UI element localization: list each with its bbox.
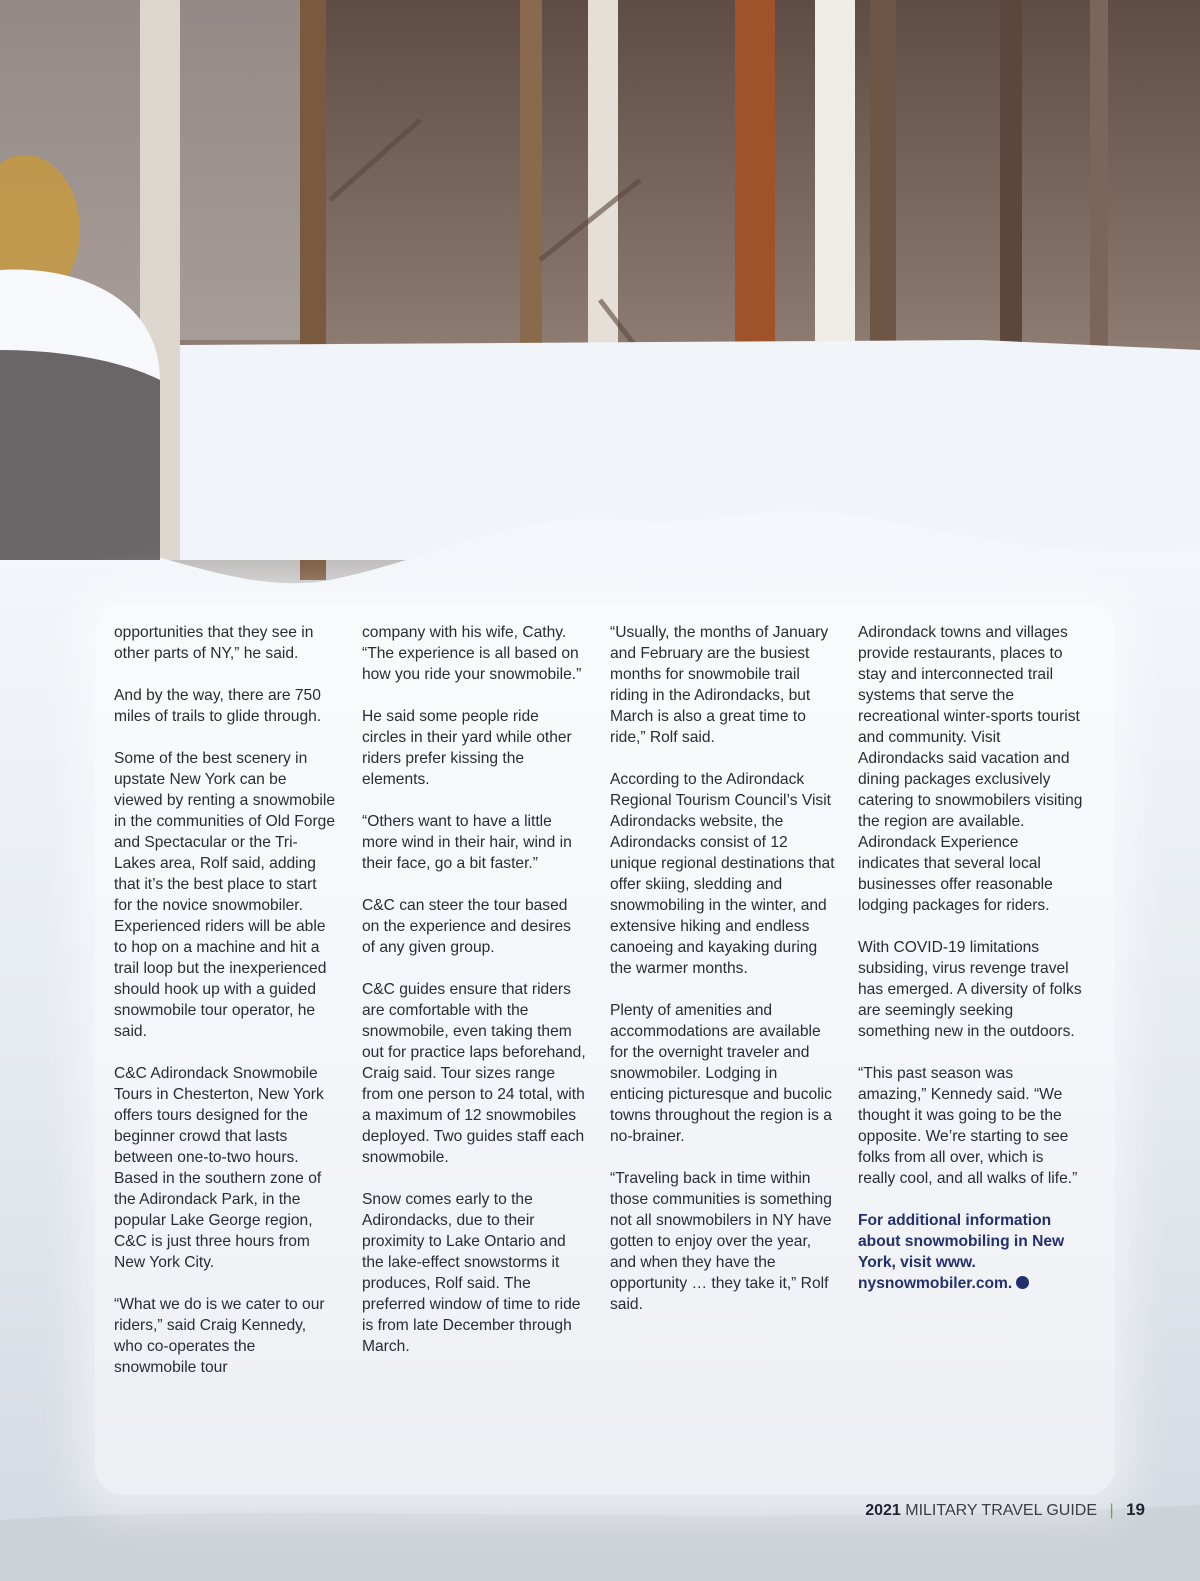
- footer-year: 2021: [865, 1502, 901, 1519]
- footer-publication: MILITARY TRAVEL GUIDE: [905, 1502, 1098, 1519]
- paragraph: Adirondack towns and villages provide restaurants, places to stay and interconnected trail systems that serve the recreational winter-sports tourist and community. Visit Adirondacks said vacation and dining packages exclusively catering to snowmobilers visiting the region are available. Adirondack Experience indicates that several local businesses offer reasonable lodging packages for riders.: [858, 624, 1083, 914]
- paragraph: “This past season was amazing,” Kennedy said. “We thought it was going to be the opposite. We’re starting to see folks from all over, which is really cool, and all walks of life.”: [858, 1065, 1078, 1187]
- end-mark-icon: [1016, 1276, 1029, 1289]
- paragraph: He said some people ride circles in their yard while other riders prefer kissing the elements.: [362, 708, 572, 788]
- article-column-4: [858, 622, 1083, 1315]
- article-body: [114, 622, 1089, 1492]
- paragraph: “What we do is we cater to our riders,” said Craig Kennedy, who co-operates the snowmobile tour: [114, 1296, 325, 1376]
- paragraph: C&C Adirondack Snowmobile Tours in Chesterton, New York offers tours designed for the beginner crowd that lasts between one-to-two hours. Based in the southern zone of the Adirondack Park, in the popular Lake George region, C&C is just three hours from New York City.: [114, 1065, 324, 1271]
- paragraph: “Traveling back in time within those communities is something not all snowmobilers in NY have gotten to enjoy over the year, and when they have the opportunity … they take it,” Rolf said.: [610, 1170, 832, 1313]
- closing-info-callout: [858, 1210, 1083, 1294]
- paragraph: Snow comes early to the Adirondacks, due to their proximity to Lake Ontario and the lake-effect snowstorms it produces, Rolf said. The preferred window of time to ride is from late December through March.: [362, 1191, 581, 1355]
- footer-separator: |: [1109, 1502, 1114, 1519]
- paragraph: C&C guides ensure that riders are comfortable with the snowmobile, even taking them out for practice laps beforehand, Craig said. Tour sizes range from one person to 24 total, with a maximum of 12 snowmobiles deployed. Two guides staff each snowmobile.: [362, 981, 586, 1166]
- paragraph: company with his wife, Cathy. “The experience is all based on how you ride your snowmobile.”: [362, 624, 582, 683]
- article-column-1: [114, 622, 339, 1399]
- page-number: 19: [1126, 1500, 1145, 1519]
- paragraph: And by the way, there are 750 miles of trails to glide through.: [114, 687, 322, 725]
- paragraph: With COVID-19 limitations subsiding, virus revenge travel has emerged. A diversity of folks are seemingly seeking something new in the outdoors.: [858, 939, 1082, 1040]
- paragraph: According to the Adirondack Regional Tourism Council’s Visit Adirondacks website, the Adirondacks consist of 12 unique regional destinations that offer skiing, sledding and snowmobiling in the winter, and extensive hiking and endless canoeing and kayaking during the warmer months.: [610, 771, 835, 977]
- paragraph: C&C can steer the tour based on the experience and desires of any given group.: [362, 897, 571, 956]
- paragraph: “Others want to have a little more wind in their hair, wind in their face, go a bit faster.”: [362, 813, 572, 872]
- article-column-2: [362, 622, 587, 1378]
- paragraph: opportunities that they see in other parts of NY,” he said.: [114, 624, 314, 662]
- closing-info-text: For additional information about snowmobiling in New York, visit www. nysnowmobiler.com.: [858, 1212, 1065, 1292]
- page-footer: [865, 1500, 1145, 1524]
- article-column-3: [610, 622, 835, 1336]
- paragraph: Some of the best scenery in upstate New York can be viewed by renting a snowmobile in the communities of Old Forge and Spectacular or the Tri-Lakes area, Rolf said, adding that it’s the best place to start for the novice snowmobiler. Experienced riders will be able to hop on a machine and hit a trail loop but the inexperienced should hook up with a guided snowmobile tour operator, he said.: [114, 750, 336, 1040]
- paragraph: Plenty of amenities and accommodations are available for the overnight traveler and snowmobiler. Lodging in enticing picturesque and bucolic towns throughout the region is a no-brainer.: [610, 1002, 832, 1145]
- paragraph: “Usually, the months of January and February are the busiest months for snowmobile trail riding in the Adirondacks, but March is also a great time to ride,” Rolf said.: [610, 624, 829, 746]
